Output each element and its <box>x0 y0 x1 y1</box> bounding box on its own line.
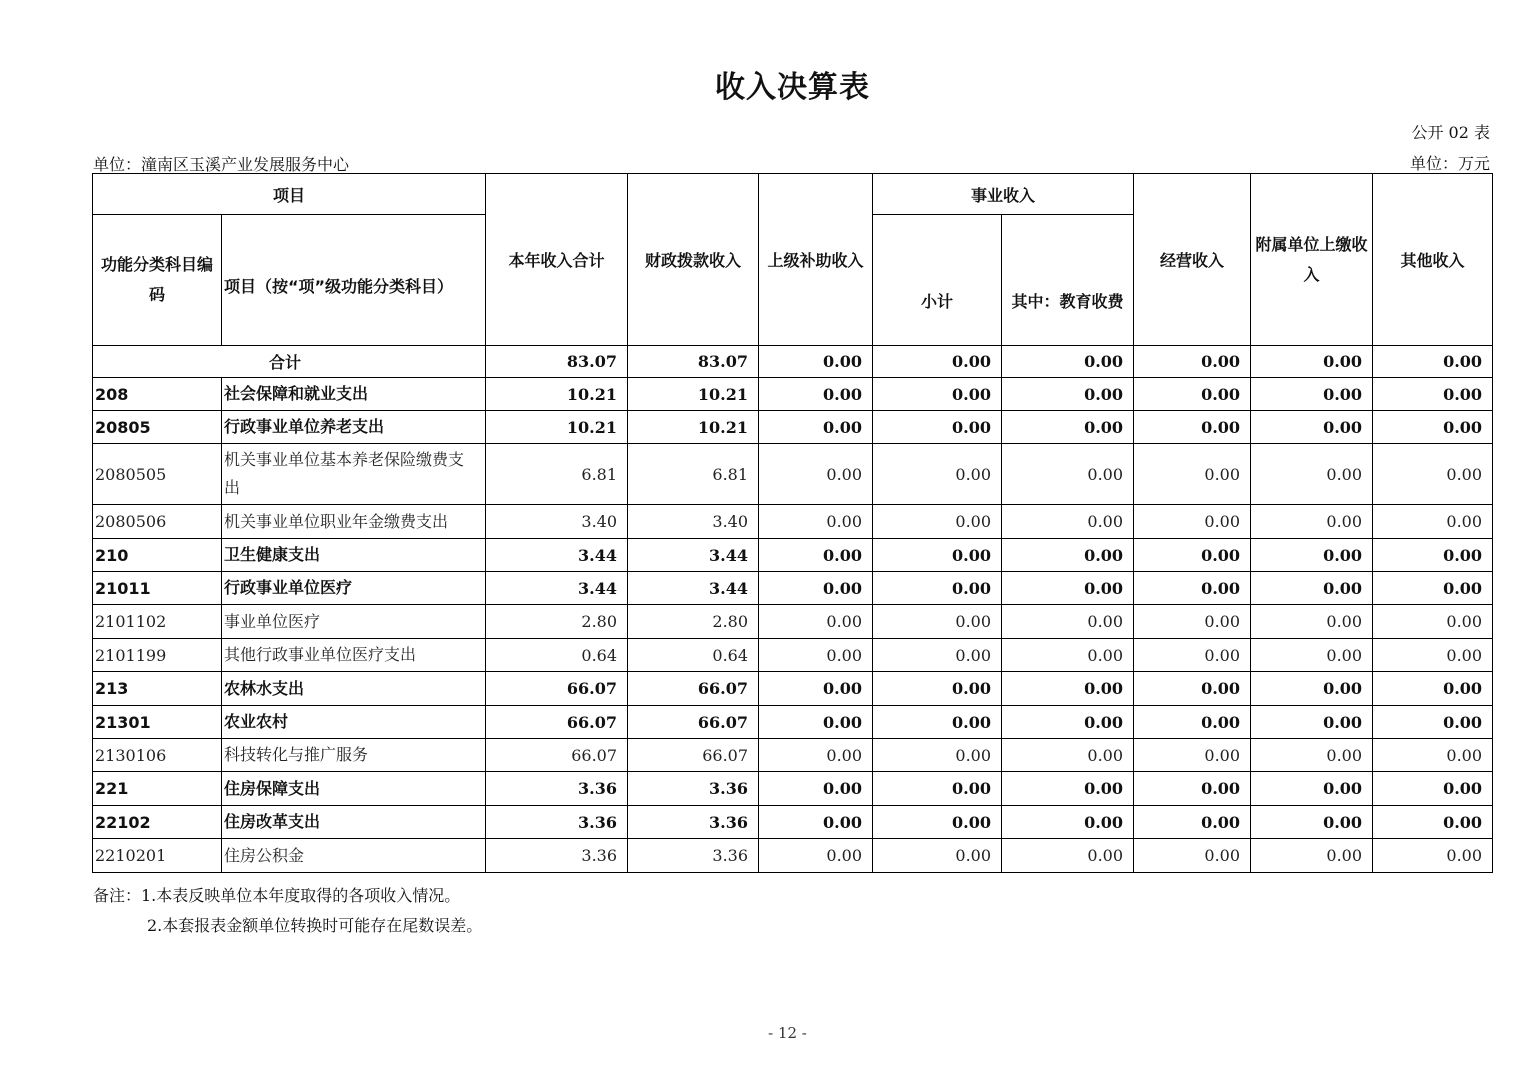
cell-subtotal: 0.00 <box>873 346 1002 378</box>
cell-other: 0.00 <box>1373 444 1493 505</box>
cell-affiliated: 0.00 <box>1251 444 1373 505</box>
cell-operating: 0.00 <box>1134 772 1251 806</box>
cell-other: 0.00 <box>1373 346 1493 378</box>
header-item-name: 项目（按“项”级功能分类科目） <box>222 215 486 346</box>
cell-operating: 0.00 <box>1134 639 1251 672</box>
cell-name: 卫生健康支出 <box>222 539 486 572</box>
cell-other: 0.00 <box>1373 772 1493 806</box>
cell-superior: 0.00 <box>759 572 873 605</box>
table-number: 公开 02 表 <box>1411 123 1490 142</box>
cell-fiscal: 3.40 <box>628 505 759 539</box>
cell-code: 2130106 <box>93 739 222 772</box>
header-career: 事业收入 <box>873 174 1134 215</box>
cell-code: 213 <box>93 672 222 706</box>
cell-code: 2101199 <box>93 639 222 672</box>
cell-edu: 0.00 <box>1002 346 1134 378</box>
cell-total: 3.36 <box>486 806 628 839</box>
cell-edu: 0.00 <box>1002 706 1134 739</box>
note-line-1: 备注：1.本表反映单位本年度取得的各项收入情况。 <box>93 886 461 905</box>
cell-superior: 0.00 <box>759 639 873 672</box>
header-operating: 经营收入 <box>1134 174 1251 346</box>
cell-total: 6.81 <box>486 444 628 505</box>
cell-affiliated: 0.00 <box>1251 572 1373 605</box>
cell-superior: 0.00 <box>759 706 873 739</box>
header-item: 项目 <box>93 174 486 215</box>
cell-operating: 0.00 <box>1134 706 1251 739</box>
cell-other: 0.00 <box>1373 739 1493 772</box>
cell-total: 83.07 <box>486 346 628 378</box>
cell-subtotal: 0.00 <box>873 539 1002 572</box>
cell-subtotal: 0.00 <box>873 505 1002 539</box>
table-row <box>93 772 1493 806</box>
header-superior: 上级补助收入 <box>759 174 873 346</box>
table-row <box>93 706 1493 739</box>
cell-operating: 0.00 <box>1134 572 1251 605</box>
table-row <box>93 539 1493 572</box>
cell-operating: 0.00 <box>1134 444 1251 505</box>
cell-code: 20805 <box>93 411 222 444</box>
cell-operating: 0.00 <box>1134 839 1251 873</box>
cell-subtotal: 0.00 <box>873 739 1002 772</box>
cell-fiscal: 3.44 <box>628 539 759 572</box>
cell-other: 0.00 <box>1373 806 1493 839</box>
cell-code: 2080506 <box>93 505 222 539</box>
cell-affiliated: 0.00 <box>1251 806 1373 839</box>
cell-name: 行政事业单位医疗 <box>222 572 486 605</box>
cell-name: 行政事业单位养老支出 <box>222 411 486 444</box>
cell-edu: 0.00 <box>1002 444 1134 505</box>
cell-total: 3.36 <box>486 772 628 806</box>
cell-name: 机关事业单位基本养老保险缴费支出 <box>222 444 486 505</box>
cell-name: 事业单位医疗 <box>222 605 486 639</box>
total-label: 合计 <box>93 346 486 378</box>
table-row <box>93 605 1493 639</box>
cell-total: 0.64 <box>486 639 628 672</box>
cell-superior: 0.00 <box>759 605 873 639</box>
cell-subtotal: 0.00 <box>873 772 1002 806</box>
cell-operating: 0.00 <box>1134 605 1251 639</box>
cell-name: 科技转化与推广服务 <box>222 739 486 772</box>
cell-subtotal: 0.00 <box>873 806 1002 839</box>
cell-subtotal: 0.00 <box>873 378 1002 411</box>
cell-name: 社会保障和就业支出 <box>222 378 486 411</box>
table-row <box>93 505 1493 539</box>
income-table <box>92 173 1493 873</box>
header-affiliated: 附属单位上缴收入 <box>1251 174 1373 346</box>
cell-superior: 0.00 <box>759 739 873 772</box>
cell-edu: 0.00 <box>1002 378 1134 411</box>
cell-total: 10.21 <box>486 378 628 411</box>
unit-money: 单位：万元 <box>1409 154 1490 173</box>
table-row <box>93 572 1493 605</box>
cell-name: 其他行政事业单位医疗支出 <box>222 639 486 672</box>
cell-subtotal: 0.00 <box>873 672 1002 706</box>
cell-code: 21301 <box>93 706 222 739</box>
cell-total: 10.21 <box>486 411 628 444</box>
cell-other: 0.00 <box>1373 706 1493 739</box>
cell-fiscal: 3.36 <box>628 806 759 839</box>
cell-subtotal: 0.00 <box>873 706 1002 739</box>
cell-edu: 0.00 <box>1002 839 1134 873</box>
cell-operating: 0.00 <box>1134 411 1251 444</box>
table-row <box>93 411 1493 444</box>
cell-affiliated: 0.00 <box>1251 505 1373 539</box>
cell-edu: 0.00 <box>1002 639 1134 672</box>
cell-superior: 0.00 <box>759 378 873 411</box>
cell-superior: 0.00 <box>759 505 873 539</box>
cell-superior: 0.00 <box>759 672 873 706</box>
notes <box>93 881 482 941</box>
cell-operating: 0.00 <box>1134 346 1251 378</box>
cell-affiliated: 0.00 <box>1251 605 1373 639</box>
table-row <box>93 806 1493 839</box>
cell-fiscal: 3.36 <box>628 772 759 806</box>
table-row <box>93 378 1493 411</box>
cell-other: 0.00 <box>1373 672 1493 706</box>
cell-fiscal: 3.36 <box>628 839 759 873</box>
cell-code: 21011 <box>93 572 222 605</box>
header-edu: 其中：教育收费 <box>1002 215 1134 346</box>
cell-total: 3.36 <box>486 839 628 873</box>
cell-other: 0.00 <box>1373 539 1493 572</box>
cell-affiliated: 0.00 <box>1251 639 1373 672</box>
cell-other: 0.00 <box>1373 411 1493 444</box>
cell-edu: 0.00 <box>1002 605 1134 639</box>
cell-edu: 0.00 <box>1002 806 1134 839</box>
cell-superior: 0.00 <box>759 806 873 839</box>
cell-other: 0.00 <box>1373 639 1493 672</box>
cell-subtotal: 0.00 <box>873 839 1002 873</box>
cell-affiliated: 0.00 <box>1251 772 1373 806</box>
cell-affiliated: 0.00 <box>1251 539 1373 572</box>
cell-fiscal: 66.07 <box>628 739 759 772</box>
unit-organization: 单位：潼南区玉溪产业发展服务中心 <box>93 155 350 174</box>
cell-affiliated: 0.00 <box>1251 839 1373 873</box>
cell-edu: 0.00 <box>1002 672 1134 706</box>
cell-superior: 0.00 <box>759 839 873 873</box>
header-subtotal: 小计 <box>873 215 1002 346</box>
cell-name: 农林水支出 <box>222 672 486 706</box>
cell-fiscal: 66.07 <box>628 672 759 706</box>
header-fiscal: 财政拨款收入 <box>628 174 759 346</box>
cell-code: 2210201 <box>93 839 222 873</box>
cell-total: 3.44 <box>486 572 628 605</box>
cell-fiscal: 3.44 <box>628 572 759 605</box>
cell-superior: 0.00 <box>759 772 873 806</box>
cell-name: 农业农村 <box>222 706 486 739</box>
cell-code: 208 <box>93 378 222 411</box>
cell-name: 住房改革支出 <box>222 806 486 839</box>
cell-affiliated: 0.00 <box>1251 706 1373 739</box>
page-number: - 12 - <box>768 1024 807 1042</box>
cell-code: 210 <box>93 539 222 572</box>
cell-edu: 0.00 <box>1002 539 1134 572</box>
cell-fiscal: 10.21 <box>628 378 759 411</box>
cell-operating: 0.00 <box>1134 378 1251 411</box>
cell-other: 0.00 <box>1373 505 1493 539</box>
table-row <box>93 444 1493 505</box>
total-row <box>93 346 1493 378</box>
cell-fiscal: 2.80 <box>628 605 759 639</box>
cell-total: 66.07 <box>486 706 628 739</box>
cell-total: 66.07 <box>486 672 628 706</box>
cell-edu: 0.00 <box>1002 572 1134 605</box>
cell-operating: 0.00 <box>1134 806 1251 839</box>
cell-affiliated: 0.00 <box>1251 411 1373 444</box>
cell-other: 0.00 <box>1373 605 1493 639</box>
cell-edu: 0.00 <box>1002 739 1134 772</box>
cell-operating: 0.00 <box>1134 739 1251 772</box>
cell-subtotal: 0.00 <box>873 444 1002 505</box>
cell-code: 221 <box>93 772 222 806</box>
cell-name: 住房公积金 <box>222 839 486 873</box>
cell-other: 0.00 <box>1373 378 1493 411</box>
cell-affiliated: 0.00 <box>1251 346 1373 378</box>
cell-operating: 0.00 <box>1134 505 1251 539</box>
table-row <box>93 839 1493 873</box>
cell-name: 住房保障支出 <box>222 772 486 806</box>
table-row <box>93 672 1493 706</box>
cell-code: 2080505 <box>93 444 222 505</box>
cell-subtotal: 0.00 <box>873 572 1002 605</box>
cell-operating: 0.00 <box>1134 539 1251 572</box>
note-line-2: 2.本套报表金额单位转换时可能存在尾数误差。 <box>147 916 483 935</box>
cell-fiscal: 83.07 <box>628 346 759 378</box>
cell-total: 3.40 <box>486 505 628 539</box>
header-other: 其他收入 <box>1373 174 1493 346</box>
header-func-code: 功能分类科目编码 <box>93 215 222 346</box>
cell-subtotal: 0.00 <box>873 639 1002 672</box>
cell-subtotal: 0.00 <box>873 411 1002 444</box>
cell-edu: 0.00 <box>1002 772 1134 806</box>
cell-superior: 0.00 <box>759 411 873 444</box>
cell-fiscal: 10.21 <box>628 411 759 444</box>
cell-subtotal: 0.00 <box>873 605 1002 639</box>
cell-other: 0.00 <box>1373 572 1493 605</box>
cell-name: 机关事业单位职业年金缴费支出 <box>222 505 486 539</box>
table-row <box>93 639 1493 672</box>
cell-fiscal: 0.64 <box>628 639 759 672</box>
cell-edu: 0.00 <box>1002 411 1134 444</box>
cell-other: 0.00 <box>1373 839 1493 873</box>
cell-superior: 0.00 <box>759 539 873 572</box>
cell-fiscal: 66.07 <box>628 706 759 739</box>
cell-code: 22102 <box>93 806 222 839</box>
cell-edu: 0.00 <box>1002 505 1134 539</box>
table-row <box>93 739 1493 772</box>
cell-affiliated: 0.00 <box>1251 739 1373 772</box>
cell-superior: 0.00 <box>759 346 873 378</box>
cell-fiscal: 6.81 <box>628 444 759 505</box>
header-total: 本年收入合计 <box>486 174 628 346</box>
cell-code: 2101102 <box>93 605 222 639</box>
cell-total: 3.44 <box>486 539 628 572</box>
cell-affiliated: 0.00 <box>1251 672 1373 706</box>
cell-affiliated: 0.00 <box>1251 378 1373 411</box>
cell-operating: 0.00 <box>1134 672 1251 706</box>
cell-total: 2.80 <box>486 605 628 639</box>
cell-total: 66.07 <box>486 739 628 772</box>
cell-superior: 0.00 <box>759 444 873 505</box>
page-title: 收入决算表 <box>715 70 870 105</box>
